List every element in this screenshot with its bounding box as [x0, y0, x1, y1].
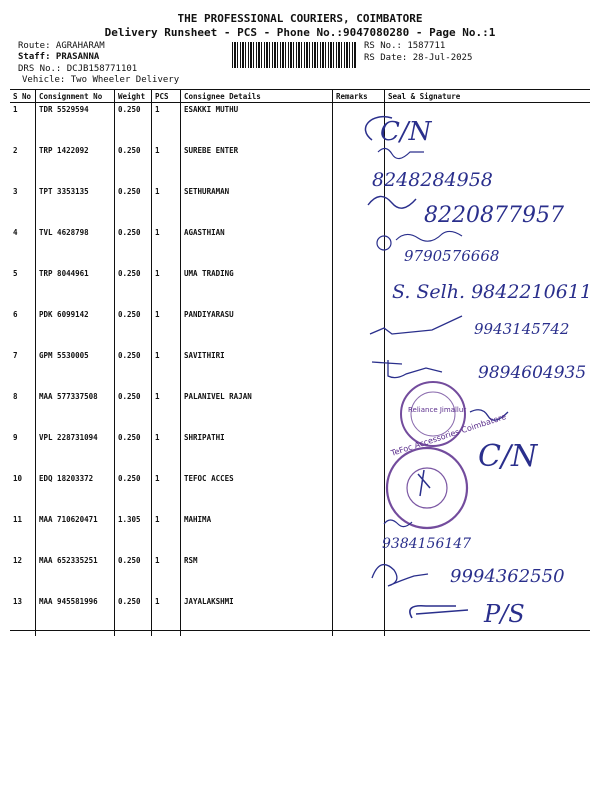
- cell-weight: 0.250: [115, 308, 152, 349]
- signature-row-11: 9384156147: [382, 536, 472, 552]
- cell-sno: 2: [10, 144, 36, 185]
- cell-consignment: TRP 1422092: [36, 144, 115, 185]
- cell-pcs: 1: [152, 144, 181, 185]
- cell-sno: 11: [10, 513, 36, 554]
- cell-weight: 0.250: [115, 472, 152, 513]
- cell-pcs: 1: [152, 554, 181, 595]
- rs-date: RS Date: 28-Jul-2025: [364, 53, 473, 63]
- cell-pcs: 1: [152, 349, 181, 390]
- cell-sno: 6: [10, 308, 36, 349]
- cell-pcs: 1: [152, 513, 181, 554]
- cell-consignment: TDR 5529594: [36, 103, 115, 145]
- signature-row-13: P/S: [484, 600, 525, 628]
- cell-consignee: TEFOC ACCES: [181, 472, 333, 513]
- signature-row-4: 9790576668: [404, 247, 500, 265]
- cell-consignee: ESAKKI MUTHU: [181, 103, 333, 145]
- cell-consignee: PANDIYARASU: [181, 308, 333, 349]
- cell-consignee: RSM: [181, 554, 333, 595]
- cell-sno: 3: [10, 185, 36, 226]
- col-pcs: PCS: [152, 90, 181, 103]
- cell-consignment: MAA 710620471: [36, 513, 115, 554]
- cell-sno: 12: [10, 554, 36, 595]
- cell-pcs: 1: [152, 267, 181, 308]
- cell-consignment: TVL 4628798: [36, 226, 115, 267]
- cell-consignee: SETHURAMAN: [181, 185, 333, 226]
- col-consignee: Consignee Details: [181, 90, 333, 103]
- staff-label: Staff: PRASANNA: [18, 52, 100, 62]
- vehicle-label: Vehicle: Two Wheeler Delivery: [22, 75, 180, 85]
- cell-pcs: 1: [152, 103, 181, 145]
- cell-consignment: TRP 8044961: [36, 267, 115, 308]
- cell-sno: 5: [10, 267, 36, 308]
- cell-weight: 0.250: [115, 554, 152, 595]
- company-title: THE PROFESSIONAL COURIERS, COIMBATORE: [177, 12, 423, 25]
- cell-consignee: SAVITHIRI: [181, 349, 333, 390]
- signature-row-7: 9894604935: [478, 363, 587, 383]
- cell-consignee: PALANIVEL RAJAN: [181, 390, 333, 431]
- cell-sno: 13: [10, 595, 36, 636]
- cell-pcs: 1: [152, 308, 181, 349]
- col-sno: S No: [10, 90, 36, 103]
- signature-row-12: 9994362550: [450, 566, 565, 587]
- cell-pcs: 1: [152, 390, 181, 431]
- signature-row-5: S. Selh. 9842210611: [392, 281, 592, 303]
- cell-consignment: MAA 652335251: [36, 554, 115, 595]
- col-signature: Seal & Signature: [385, 90, 591, 103]
- cell-consignment: MAA 577337508: [36, 390, 115, 431]
- cell-pcs: 1: [152, 226, 181, 267]
- cell-sno: 10: [10, 472, 36, 513]
- cell-weight: 0.250: [115, 103, 152, 145]
- cell-consignment: VPL 228731094: [36, 431, 115, 472]
- cell-weight: 0.250: [115, 226, 152, 267]
- stamp-row-8-text: Reliance Jimallur: [408, 406, 467, 414]
- cell-weight: 0.250: [115, 431, 152, 472]
- drs-label: DRS No.: DCJB158771101: [18, 64, 138, 74]
- cell-weight: 1.305: [115, 513, 152, 554]
- signature-row-2: 8248284958: [372, 169, 493, 191]
- cell-consignment: EDQ 18203372: [36, 472, 115, 513]
- col-consignment: Consignment No: [36, 90, 115, 103]
- col-weight: Weight: [115, 90, 152, 103]
- cell-weight: 0.250: [115, 267, 152, 308]
- cell-weight: 0.250: [115, 595, 152, 636]
- cell-sno: 7: [10, 349, 36, 390]
- signature-row-3: 8220877957: [424, 203, 564, 228]
- cell-sno: 1: [10, 103, 36, 145]
- signature-row-1: C/N: [380, 117, 432, 147]
- cell-consignee: MAHIMA: [181, 513, 333, 554]
- cell-pcs: 1: [152, 472, 181, 513]
- cell-weight: 0.250: [115, 349, 152, 390]
- cell-consignee: JAYALAKSHMI: [181, 595, 333, 636]
- cell-weight: 0.250: [115, 185, 152, 226]
- signature-row-9: C/N: [478, 439, 538, 474]
- cell-consignee: UMA TRADING: [181, 267, 333, 308]
- cell-consignee: SUREBE ENTER: [181, 144, 333, 185]
- cell-pcs: 1: [152, 595, 181, 636]
- cell-consignment: MAA 945581996: [36, 595, 115, 636]
- cell-consignment: TPT 3353135: [36, 185, 115, 226]
- cell-weight: 0.250: [115, 390, 152, 431]
- col-remarks: Remarks: [333, 90, 385, 103]
- cell-consignee: AGASTHIAN: [181, 226, 333, 267]
- cell-sno: 9: [10, 431, 36, 472]
- cell-pcs: 1: [152, 185, 181, 226]
- stamp-row-10-text: TeFoc Accessories Coimbatore: [389, 412, 508, 458]
- cell-pcs: 1: [152, 431, 181, 472]
- signature-row-6: 9943145742: [474, 320, 570, 338]
- cell-consignee: SHRIPATHI: [181, 431, 333, 472]
- cell-sno: 4: [10, 226, 36, 267]
- cell-sno: 8: [10, 390, 36, 431]
- cell-consignment: PDK 6099142: [36, 308, 115, 349]
- cell-weight: 0.250: [115, 144, 152, 185]
- cell-consignment: GPM 5530005: [36, 349, 115, 390]
- rs-number: RS No.: 1587711: [364, 41, 446, 51]
- route-label: Route: AGRAHARAM: [18, 41, 105, 51]
- runsheet-subtitle: Delivery Runsheet - PCS - Phone No.:9047080280 - Page No.:1: [104, 26, 496, 39]
